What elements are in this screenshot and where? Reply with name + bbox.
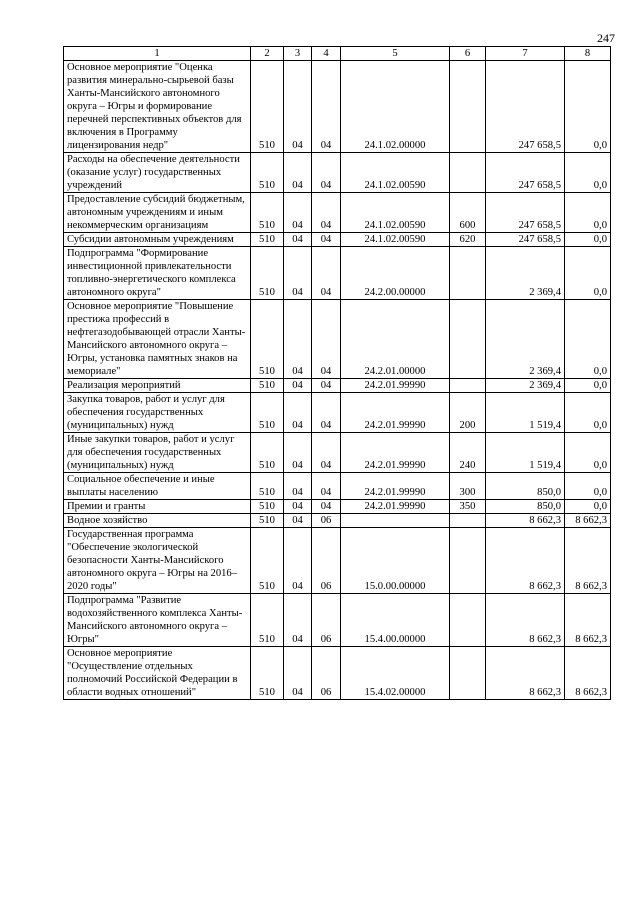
cell-admin-code: 510 — [251, 500, 284, 514]
row-name: Подпрограмма "Развитие водохозяйственного комплекса Ханты-Мансийского автономного округа – Югры" — [64, 594, 251, 647]
cell-amount: 8 662,3 — [486, 647, 565, 700]
row-name: Подпрограмма "Формирование инвестиционной привлекательности топливно-энергетического комплекса автономного округа" — [64, 247, 251, 300]
cell-admin-code: 510 — [251, 594, 284, 647]
column-header-6: 6 — [450, 47, 486, 61]
cell-subvention-amount: 0,0 — [565, 379, 611, 393]
cell-target-article: 24.2.01.99990 — [341, 433, 450, 473]
cell-admin-code: 510 — [251, 153, 284, 193]
column-header-1: 1 — [64, 47, 251, 61]
cell-subsection: 06 — [312, 594, 341, 647]
cell-subvention-amount: 0,0 — [565, 233, 611, 247]
cell-admin-code: 510 — [251, 61, 284, 153]
table-row — [64, 300, 611, 379]
cell-subsection: 04 — [312, 500, 341, 514]
row-name: Основное мероприятие "Осуществление отдельных полномочий Российской Федерации в области водных отношений" — [64, 647, 251, 700]
row-name: Предоставление субсидий бюджетным, автономным учреждениям и иным некоммерческим организациям — [64, 193, 251, 233]
cell-section: 04 — [284, 433, 312, 473]
cell-subsection: 04 — [312, 433, 341, 473]
table-row — [64, 393, 611, 433]
cell-subvention-amount: 0,0 — [565, 500, 611, 514]
column-header-3: 3 — [284, 47, 312, 61]
header-row — [64, 47, 611, 61]
cell-expense-type: 300 — [450, 473, 486, 500]
cell-subvention-amount: 0,0 — [565, 61, 611, 153]
cell-target-article: 24.2.01.99990 — [341, 500, 450, 514]
cell-section: 04 — [284, 247, 312, 300]
cell-expense-type — [450, 379, 486, 393]
cell-section: 04 — [284, 379, 312, 393]
cell-expense-type: 200 — [450, 393, 486, 433]
cell-amount: 247 658,5 — [486, 193, 565, 233]
column-header-2: 2 — [251, 47, 284, 61]
cell-amount: 2 369,4 — [486, 379, 565, 393]
table-row — [64, 514, 611, 528]
cell-expense-type — [450, 153, 486, 193]
cell-target-article: 24.1.02.00590 — [341, 153, 450, 193]
column-header-4: 4 — [312, 47, 341, 61]
row-name: Премии и гранты — [64, 500, 251, 514]
cell-admin-code: 510 — [251, 300, 284, 379]
cell-amount: 247 658,5 — [486, 153, 565, 193]
column-header-5: 5 — [341, 47, 450, 61]
cell-subvention-amount: 0,0 — [565, 393, 611, 433]
cell-amount: 8 662,3 — [486, 594, 565, 647]
cell-amount: 1 519,4 — [486, 433, 565, 473]
cell-subvention-amount: 0,0 — [565, 193, 611, 233]
column-header-7: 7 — [486, 47, 565, 61]
cell-subvention-amount: 0,0 — [565, 473, 611, 500]
cell-section: 04 — [284, 61, 312, 153]
column-header-8: 8 — [565, 47, 611, 61]
cell-section: 04 — [284, 647, 312, 700]
cell-section: 04 — [284, 594, 312, 647]
cell-expense-type — [450, 528, 486, 594]
table-row — [64, 233, 611, 247]
cell-target-article: 24.2.01.99990 — [341, 473, 450, 500]
cell-amount: 8 662,3 — [486, 528, 565, 594]
cell-subsection: 04 — [312, 300, 341, 379]
cell-subsection: 04 — [312, 473, 341, 500]
cell-subvention-amount: 8 662,3 — [565, 528, 611, 594]
page-number: 247 — [597, 31, 615, 45]
table-row — [64, 247, 611, 300]
cell-subvention-amount: 8 662,3 — [565, 514, 611, 528]
cell-expense-type: 620 — [450, 233, 486, 247]
cell-section: 04 — [284, 193, 312, 233]
row-name: Иные закупки товаров, работ и услуг для обеспечения государственных (муниципальных) нужд — [64, 433, 251, 473]
row-name: Основное мероприятие "Повышение престижа профессий в нефтегазодобывающей отрасли Ханты-Мансийского автономного округа – Югры, установка памятных знаков на мемориале" — [64, 300, 251, 379]
cell-section: 04 — [284, 514, 312, 528]
row-name: Расходы на обеспечение деятельности (оказание услуг) государственных учреждений — [64, 153, 251, 193]
cell-expense-type — [450, 247, 486, 300]
table-row — [64, 528, 611, 594]
cell-target-article: 24.2.01.00000 — [341, 300, 450, 379]
cell-expense-type — [450, 61, 486, 153]
cell-subsection: 04 — [312, 61, 341, 153]
cell-subvention-amount: 8 662,3 — [565, 647, 611, 700]
cell-target-article: 15.4.02.00000 — [341, 647, 450, 700]
cell-subsection: 06 — [312, 514, 341, 528]
cell-amount: 2 369,4 — [486, 247, 565, 300]
cell-subvention-amount: 0,0 — [565, 247, 611, 300]
cell-amount: 8 662,3 — [486, 514, 565, 528]
cell-expense-type: 240 — [450, 433, 486, 473]
cell-amount: 247 658,5 — [486, 61, 565, 153]
cell-target-article: 24.1.02.00000 — [341, 61, 450, 153]
cell-section: 04 — [284, 300, 312, 379]
cell-admin-code: 510 — [251, 393, 284, 433]
cell-expense-type — [450, 594, 486, 647]
row-name: Социальное обеспечение и иные выплаты населению — [64, 473, 251, 500]
cell-admin-code: 510 — [251, 193, 284, 233]
cell-amount: 850,0 — [486, 500, 565, 514]
row-name: Водное хозяйство — [64, 514, 251, 528]
row-name: Закупка товаров, работ и услуг для обеспечения государственных (муниципальных) нужд — [64, 393, 251, 433]
table-row — [64, 193, 611, 233]
cell-expense-type — [450, 300, 486, 379]
cell-subvention-amount: 8 662,3 — [565, 594, 611, 647]
cell-admin-code: 510 — [251, 528, 284, 594]
table-row — [64, 594, 611, 647]
cell-subsection: 04 — [312, 233, 341, 247]
table-row — [64, 153, 611, 193]
cell-target-article: 15.0.00.00000 — [341, 528, 450, 594]
cell-admin-code: 510 — [251, 647, 284, 700]
cell-target-article: 24.2.01.99990 — [341, 393, 450, 433]
cell-target-article — [341, 514, 450, 528]
cell-target-article: 24.2.00.00000 — [341, 247, 450, 300]
cell-subvention-amount: 0,0 — [565, 433, 611, 473]
cell-expense-type: 600 — [450, 193, 486, 233]
cell-target-article: 24.1.02.00590 — [341, 193, 450, 233]
cell-expense-type — [450, 514, 486, 528]
cell-section: 04 — [284, 233, 312, 247]
cell-section: 04 — [284, 528, 312, 594]
cell-admin-code: 510 — [251, 247, 284, 300]
row-name: Государственная программа "Обеспечение экологической безопасности Ханты-Мансийского автономного округа – Югры на 2016–2020 годы" — [64, 528, 251, 594]
table-row — [64, 647, 611, 700]
cell-subsection: 04 — [312, 153, 341, 193]
row-name: Реализация мероприятий — [64, 379, 251, 393]
cell-target-article: 24.1.02.00590 — [341, 233, 450, 247]
cell-admin-code: 510 — [251, 473, 284, 500]
table-header — [64, 47, 611, 61]
table-row — [64, 500, 611, 514]
cell-amount: 247 658,5 — [486, 233, 565, 247]
cell-target-article: 24.2.01.99990 — [341, 379, 450, 393]
cell-admin-code: 510 — [251, 433, 284, 473]
cell-subsection: 06 — [312, 647, 341, 700]
cell-subsection: 04 — [312, 379, 341, 393]
cell-admin-code: 510 — [251, 379, 284, 393]
table-row — [64, 379, 611, 393]
budget-table — [63, 46, 611, 700]
cell-subvention-amount: 0,0 — [565, 153, 611, 193]
cell-amount: 850,0 — [486, 473, 565, 500]
table-row — [64, 433, 611, 473]
cell-section: 04 — [284, 500, 312, 514]
row-name: Субсидии автономным учреждениям — [64, 233, 251, 247]
table-row — [64, 473, 611, 500]
table-body — [64, 61, 611, 700]
cell-amount: 2 369,4 — [486, 300, 565, 379]
cell-subvention-amount: 0,0 — [565, 300, 611, 379]
cell-admin-code: 510 — [251, 233, 284, 247]
cell-expense-type — [450, 647, 486, 700]
cell-section: 04 — [284, 473, 312, 500]
cell-expense-type: 350 — [450, 500, 486, 514]
row-name: Основное мероприятие "Оценка развития минерально-сырьевой базы Ханты-Мансийского автономного округа – Югры и формирование перечней перспективных объектов для включения в Программу лицензирования недр" — [64, 61, 251, 153]
cell-target-article: 15.4.00.00000 — [341, 594, 450, 647]
cell-admin-code: 510 — [251, 514, 284, 528]
cell-subsection: 04 — [312, 247, 341, 300]
cell-subsection: 06 — [312, 528, 341, 594]
table-row — [64, 61, 611, 153]
cell-section: 04 — [284, 153, 312, 193]
cell-amount: 1 519,4 — [486, 393, 565, 433]
cell-section: 04 — [284, 393, 312, 433]
cell-subsection: 04 — [312, 193, 341, 233]
cell-subsection: 04 — [312, 393, 341, 433]
